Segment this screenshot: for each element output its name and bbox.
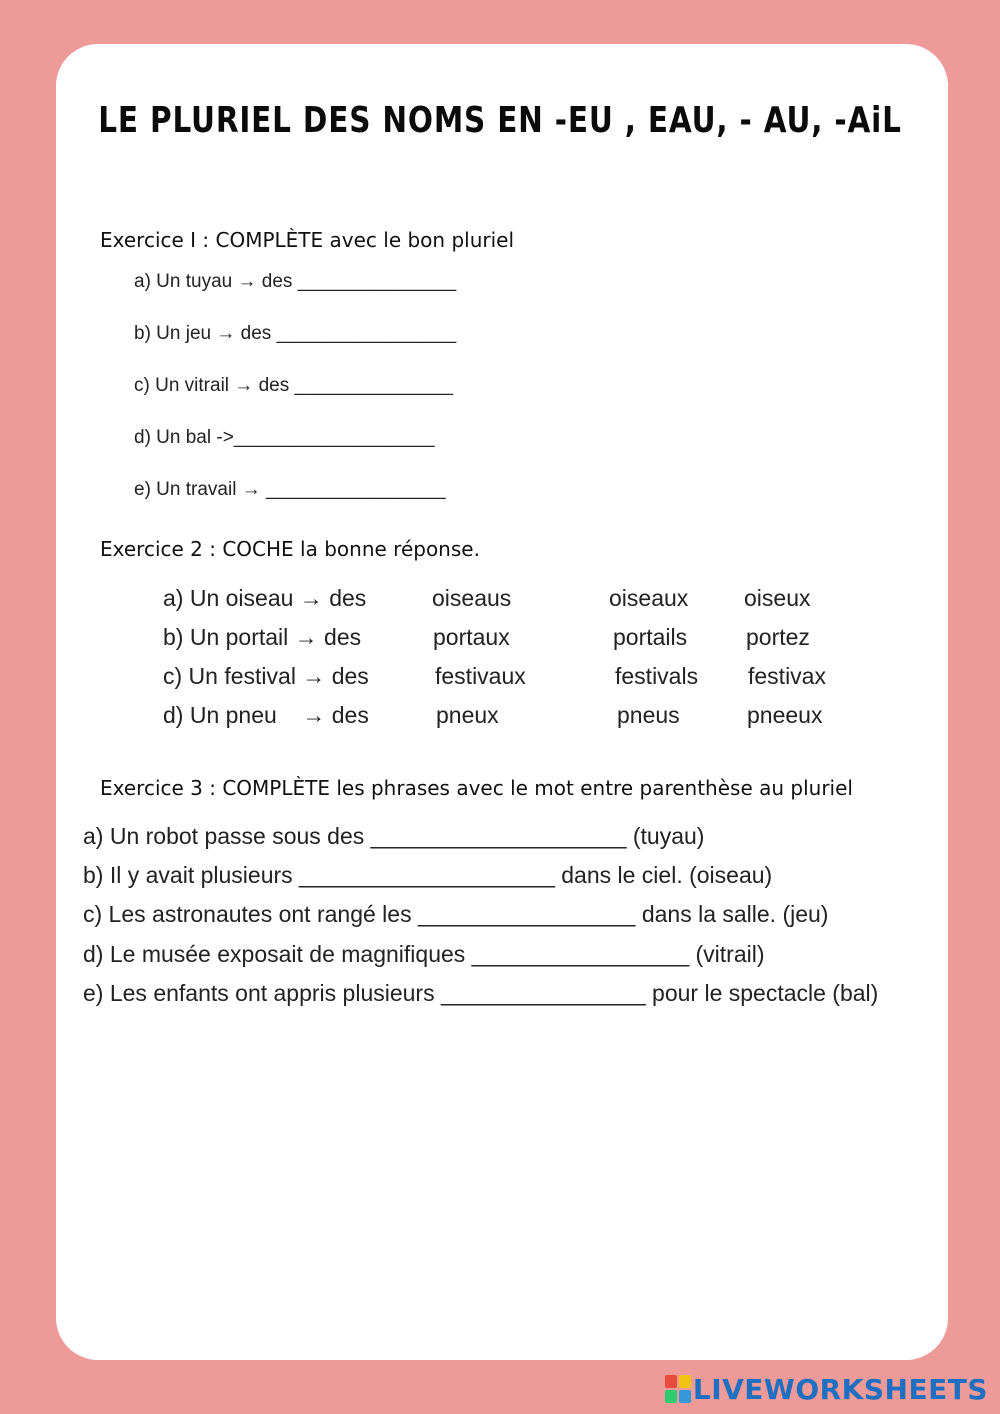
exercise2-option[interactable]: portaux bbox=[433, 624, 510, 650]
exercise2-option[interactable]: pneux bbox=[436, 702, 499, 728]
exercise2-option[interactable]: pneeux bbox=[747, 702, 823, 728]
exercise1-item-b: b) Un jeu → des _________________ bbox=[134, 323, 457, 344]
exercise2-prompt: b) Un portail → des bbox=[163, 624, 362, 650]
exercise2-option[interactable]: pneus bbox=[617, 702, 680, 728]
exercise1-item-c: c) Un vitrail → des _______________ bbox=[134, 375, 453, 396]
exercise3-item-e: e) Les enfants ont appris plusieurs ________________ pour le spectacle (bal) bbox=[83, 980, 879, 1006]
page-title: LE PLURIEL DES NOMS EN -EU , EAU, - AU, -AiL bbox=[98, 100, 902, 141]
exercise1-item-d: d) Un bal ->___________________ bbox=[134, 427, 435, 448]
exercise2-option[interactable]: portez bbox=[746, 624, 810, 650]
liveworksheets-logo-icon bbox=[665, 1375, 691, 1403]
exercise3-heading: Exercice 3 : COMPLÈTE les phrases avec le mot entre parenthèse au pluriel bbox=[100, 776, 853, 800]
exercise1-item-a: a) Un tuyau → des _______________ bbox=[134, 271, 457, 292]
exercise3-item-c: c) Les astronautes ont rangé les _________________ dans la salle. (jeu) bbox=[83, 901, 829, 927]
exercise2-heading: Exercice 2 : COCHE la bonne réponse. bbox=[100, 537, 480, 561]
exercise2-option[interactable]: oiseux bbox=[744, 585, 811, 611]
exercise1-item-e: e) Un travail → _________________ bbox=[134, 479, 446, 500]
exercise3-item-a: a) Un robot passe sous des ____________________ (tuyau) bbox=[83, 823, 705, 849]
exercise2-prompt: c) Un festival → des bbox=[163, 663, 369, 689]
liveworksheets-logo-text: LIVEWORKSHEETS bbox=[692, 1372, 988, 1406]
liveworksheets-logo bbox=[665, 1372, 988, 1406]
exercise2-option[interactable]: festivax bbox=[748, 663, 826, 689]
exercise2-row-b bbox=[0, 624, 1000, 654]
exercise2-option[interactable]: festivaux bbox=[435, 663, 526, 689]
exercise3-item-b: b) Il y avait plusieurs ____________________ dans le ciel. (oiseau) bbox=[83, 862, 773, 888]
exercise2-option[interactable]: festivals bbox=[615, 663, 699, 689]
exercise3-item-d: d) Le musée exposait de magnifiques _________________ (vitrail) bbox=[83, 941, 765, 967]
exercise2-option[interactable]: oiseaux bbox=[609, 585, 689, 611]
exercise2-row-a bbox=[0, 585, 1000, 615]
exercise1-heading: Exercice I : COMPLÈTE avec le bon pluriel bbox=[100, 228, 515, 252]
exercise2-option[interactable]: portails bbox=[613, 624, 688, 650]
exercise2-prompt: a) Un oiseau → des bbox=[163, 585, 367, 611]
exercise2-row-d bbox=[0, 702, 1000, 732]
exercise2-prompt: d) Un pneu → des bbox=[163, 702, 369, 728]
exercise2-row-c bbox=[0, 663, 1000, 693]
exercise2-option[interactable]: oiseaus bbox=[432, 585, 512, 611]
